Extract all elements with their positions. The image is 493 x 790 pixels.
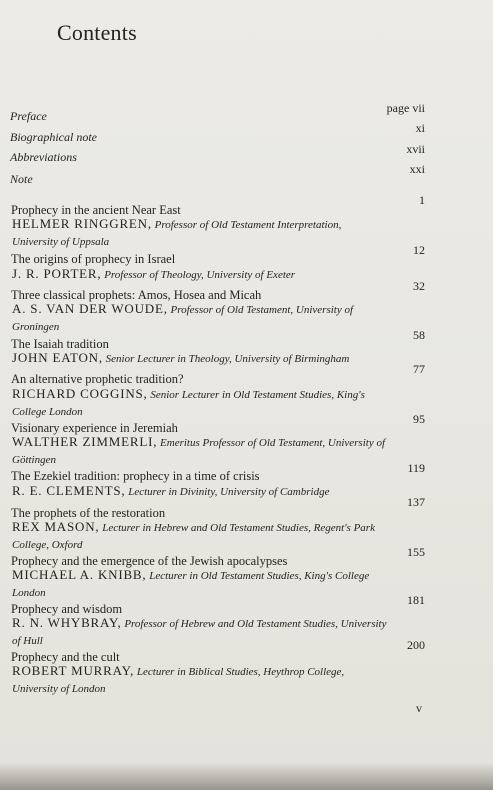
author-affiliation: Lecturer in Hebrew and Old Testament Studies, Regent's Park College, Oxford (12, 522, 375, 551)
author-name: RICHARD COGGINS, (12, 386, 148, 401)
toc-chapter-title: Prophecy and the cult (11, 650, 120, 664)
author-name: J. R. PORTER, (12, 266, 102, 281)
toc-chapter-author (12, 300, 387, 336)
author-affiliation: Lecturer in Biblical Studies, Heythrop College, University of London (12, 666, 345, 695)
toc-chapter-page: 181 (407, 593, 425, 607)
toc-chapter-page: 58 (413, 328, 425, 342)
toc-chapter-title: The Ezekiel tradition: prophecy in a time of crisis (11, 469, 260, 483)
toc-chapter-title: The origins of prophecy in Israel (11, 252, 176, 266)
toc-chapter-author (12, 482, 387, 501)
author-affiliation: Senior Lecturer in Old Testament Studies, King's College London (12, 389, 365, 418)
toc-chapter-title: An alternative prophetic tradition? (11, 372, 184, 386)
author-affiliation: Professor of Hebrew and Old Testament Studies, University of Hull (12, 618, 387, 647)
author-name: A. S. VAN DER WOUDE, (12, 301, 168, 316)
toc-chapter-page: 32 (413, 279, 425, 293)
toc-front-biographical-note-page: xi (415, 121, 425, 135)
toc-chapter-author (12, 662, 387, 698)
author-affiliation: Senior Lecturer in Theology, University of Birmingham (105, 353, 350, 365)
toc-chapter-author (12, 349, 387, 368)
toc-chapter-title: The Isaiah tradition (11, 337, 109, 351)
author-name: JOHN EATON, (12, 350, 103, 365)
author-name: MICHAEL A. KNIBB, (12, 567, 147, 582)
toc-chapter-author (12, 518, 387, 554)
toc-chapter-page: 1 (419, 193, 425, 207)
author-affiliation: Lecturer in Old Testament Studies, King's College London (12, 570, 370, 599)
toc-chapter-author (12, 385, 387, 421)
toc-front-note: Note (10, 172, 33, 186)
page-title: Contents (57, 20, 137, 45)
toc-chapter-title: Visionary experience in Jeremiah (11, 421, 178, 435)
author-affiliation: Lecturer in Divinity, University of Cambridge (128, 486, 330, 498)
toc-chapter-page: 137 (407, 495, 425, 509)
toc-front-preface: Preface (10, 109, 47, 123)
author-affiliation: Professor of Theology, University of Exeter (104, 269, 296, 281)
toc-chapter-title: Three classical prophets: Amos, Hosea and Micah (11, 288, 262, 302)
author-name: ROBERT MURRAY, (12, 663, 135, 678)
author-name: REX MASON, (12, 519, 100, 534)
toc-chapter-title: The prophets of the restoration (11, 506, 166, 520)
author-name: HELMER RINGGREN, (12, 216, 152, 231)
author-name: R. N. WHYBRAY, (12, 615, 122, 630)
toc-front-biographical-note: Biographical note (10, 130, 97, 144)
author-name: R. E. CLEMENTS, (12, 483, 126, 498)
toc-chapter-title: Prophecy in the ancient Near East (11, 203, 181, 217)
toc-chapter-author (12, 265, 387, 284)
toc-chapter-author (12, 215, 387, 251)
toc-chapter-page: 119 (407, 461, 425, 475)
toc-front-preface-page: page vii (386, 101, 425, 115)
toc-chapter-page: 95 (413, 412, 425, 426)
author-affiliation: Professor of Old Testament Interpretation, University of Uppsala (12, 219, 342, 248)
toc-front-abbreviations-page: xvii (406, 142, 425, 156)
toc-chapter-author (12, 614, 387, 650)
toc-chapter-author (12, 566, 387, 602)
author-name: WALTHER ZIMMERLI, (12, 434, 158, 449)
toc-chapter-page: 77 (413, 362, 425, 376)
toc-chapter-page: 200 (407, 638, 425, 652)
toc-chapter-title: Prophecy and wisdom (11, 602, 123, 616)
toc-chapter-page: 155 (407, 545, 425, 559)
author-affiliation: Professor of Old Testament, University of Groningen (12, 304, 354, 333)
page-number-footer: v (416, 701, 422, 715)
toc-front-abbreviations: Abbreviations (10, 150, 77, 164)
toc-chapter-author (12, 433, 387, 469)
toc-front-note-page: xxi (409, 162, 425, 176)
toc-chapter-title: Prophecy and the emergence of the Jewish apocalypses (11, 554, 288, 568)
author-affiliation: Emeritus Professor of Old Testament, University of Göttingen (12, 437, 386, 466)
toc-chapter-page: 12 (413, 243, 425, 257)
